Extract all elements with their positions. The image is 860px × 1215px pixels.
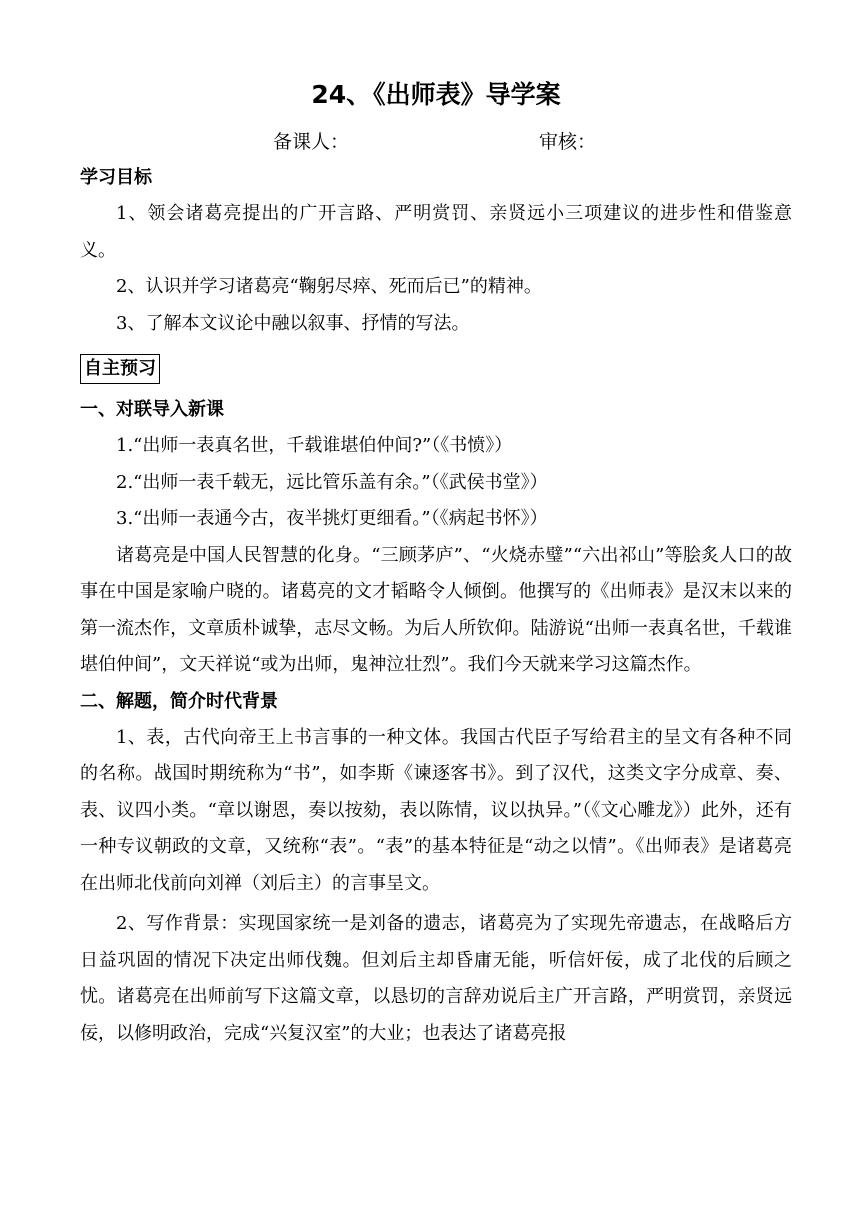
- author-review-line: [80, 127, 792, 157]
- title-number: 24、: [311, 80, 372, 109]
- document-body: [80, 160, 792, 1052]
- objective-item-3: 3、了解本文议论中融以叙事、抒情的写法。: [116, 312, 470, 334]
- self-study-box-wrap: [80, 348, 792, 388]
- prep-teacher-label: 备课人：: [273, 131, 350, 153]
- title-text: 《出师表》导学案: [373, 80, 561, 109]
- objectives-heading: 学习目标: [80, 167, 152, 188]
- reviewer-label: 审核：: [539, 131, 597, 153]
- section2-paragraph-2: 2、写作背景：实现国家统一是刘备的遗志，诸葛亮为了实现先帝遗志，在战略后方日益巩固的情况下决定出师伐魏。但刘后主却昏庸无能，听信奸佞，成了北伐的后顾之忧。诸葛亮在出师前写下这篇文章，以恳切的言辞劝说后主广开言路，严明赏罚，亲贤远佞，以修明政治，完成“兴复汉室”的大业；也表达了诸葛亮报: [80, 913, 792, 1044]
- couplet-quote-1: 1.“出师一表真名世，千载谁堪伯仲间?”（《书愤》）: [116, 435, 513, 456]
- objective-item-1: 1、领会诸葛亮提出的广开言路、严明赏罚、亲贤远小三项建议的进步性和借鉴意义。: [80, 203, 792, 261]
- couplet-quote-3: 3.“出师一表通今古，夜半挑灯更细看。”（《病起书怀》）: [116, 508, 548, 529]
- section1-heading: 一、对联导入新课: [80, 399, 224, 420]
- section2-paragraph-1: 1、表，古代向帝王上书言事的一种文体。我国古代臣子写给君主的呈文有各种不同的名称。战国时期统称为“书”，如李斯《谏逐客书》。到了汉代，这类文字分成章、奏、表、议四小类。“章以谢恩，奏以按劾，表以陈情，议以执异。”（《文心雕龙》）此外，还有一种专议朝政的文章，又统称“表”。“表”的基本特征是“动之以情”。《出师表》是诸葛亮在出师北伐前向刘禅（刘后主）的言事呈文。: [80, 726, 792, 894]
- document-title: [80, 78, 792, 112]
- section1-intro-paragraph: 诸葛亮是中国人民智慧的化身。“三顾茅庐”、“火烧赤璧”“六出祁山”等脍炙人口的故事在中国是家喻户晓的。诸葛亮的文才韬略令人倾倒。他撰写的《出师表》是汉末以来的第一流杰作，文章质朴诚挚，志尽文畅。为后人所钦仰。陆游说“出师一表真名世，千载谁堪伯仲间”，文天祥说“或为出师，鬼神泣壮烈”。我们今天就来学习这篇杰作。: [80, 544, 792, 675]
- couplet-quote-2: 2.“出师一表千载无，远比管乐盖有余。”（《武侯书堂》）: [116, 471, 548, 493]
- self-study-label: 自主预习: [80, 354, 160, 384]
- objective-item-2: 2、认识并学习诸葛亮“鞠躬尽瘁、死而后已”的精神。: [116, 276, 542, 297]
- section2-heading: 二、解题，简介时代背景: [80, 690, 278, 712]
